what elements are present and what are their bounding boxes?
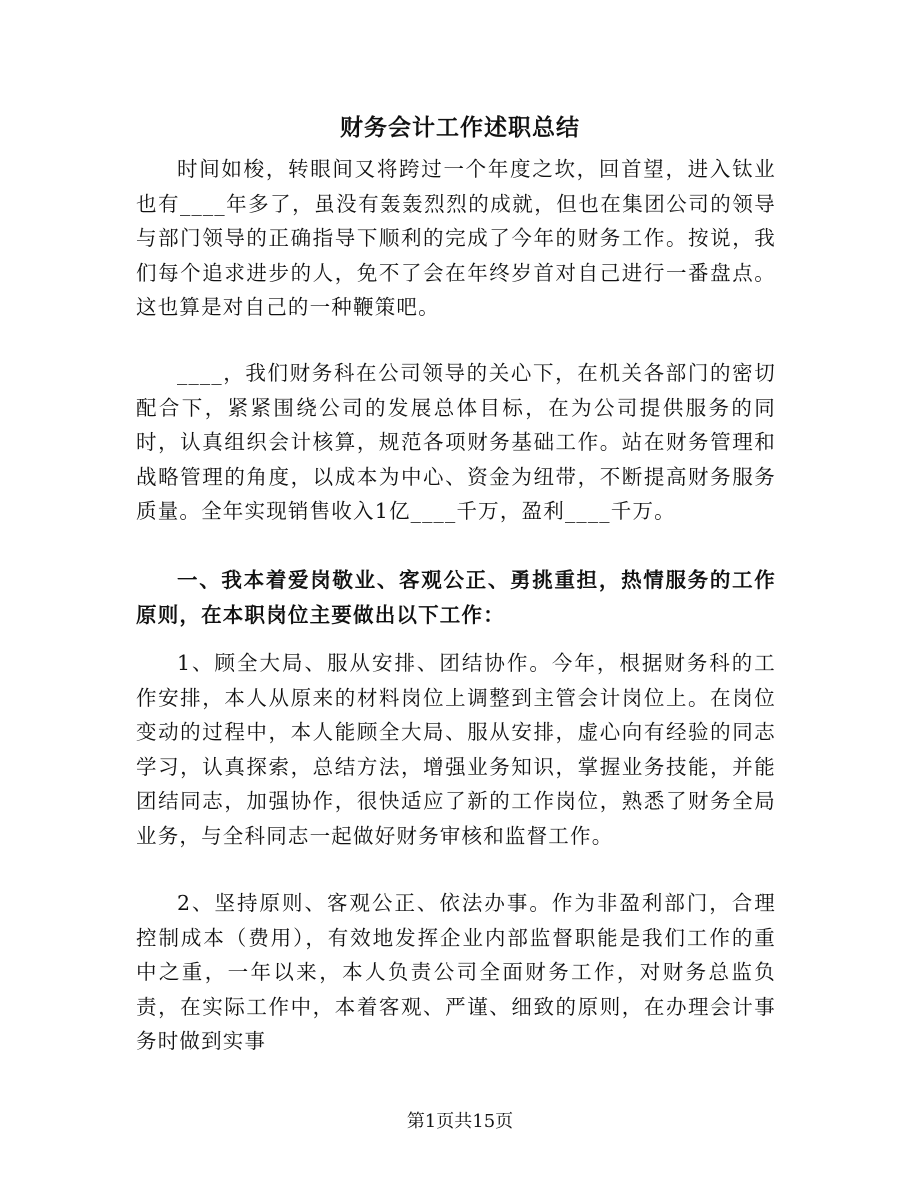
section-heading-1: 一、我本着爱岗敬业、客观公正、勇挑重担，热情服务的工作原则，在本职岗位主要做出以下工作： — [136, 568, 776, 627]
document-title: 财务会计工作述职总结 — [340, 114, 580, 141]
page-number-footer: 第1页共15页 — [406, 1111, 514, 1132]
paragraph-item-2: 2、坚持原则、客观公正、依法办事。作为非盈利部门，合理控制成本（费用），有效地发挥企业内部监督职能是我们工作的重中之重，一年以来，本人负责公司全面财务工作，对财务总监负责，在实际工作中，本着客观、严谨、细致的原则，在办理会计事务时做到实事 — [136, 891, 776, 1053]
paragraph-item-1: 1、顾全大局、服从安排、团结协作。今年，根据财务科的工作安排，本人从原来的材料岗位上调整到主管会计岗位上。在岗位变动的过程中，本人能顾全大局、服从安排，虚心向有经验的同志学习，认真探索，总结方法，增强业务知识，掌握业务技能，并能团结同志，加强协作，很快适应了新的工作岗位，熟悉了财务全局业务，与全科同志一起做好财务审核和监督工作。 — [136, 651, 776, 848]
paragraph-intro: 时间如梭，转眼间又将跨过一个年度之坎，回首望，进入钛业也有____年多了，虽没有轰轰烈烈的成就，但也在集团公司的领导与部门领导的正确指导下顺利的完成了今年的财务工作。按说，我们每个追求进步的人，免不了会在年终岁首对自己进行一番盘点。这也算是对自己的一种鞭策吧。 — [136, 157, 776, 319]
paragraph-summary: ____，我们财务科在公司领导的关心下，在机关各部门的密切配合下，紧紧围绕公司的发展总体目标，在为公司提供服务的同时，认真组织会计核算，规范各项财务基础工作。站在财务管理和战略管理的角度，以成本为中心、资金为纽带，不断提高财务服务质量。全年实现销售收入1亿____千万，盈利____千万。 — [136, 361, 776, 523]
